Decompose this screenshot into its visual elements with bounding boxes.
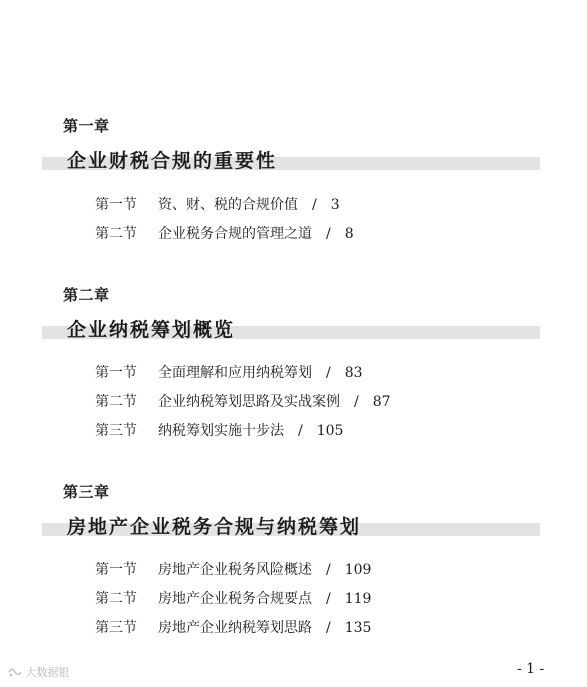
section-title: 房地产企业税务合规要点 [158,591,312,607]
page-ref: 83 [344,365,363,381]
toc-entry[interactable] [95,559,371,579]
chapter-label: 第二章 [63,286,110,304]
separator: / [326,562,331,578]
separator: / [312,197,317,213]
chapter-label: 第一章 [63,117,110,135]
section-number: 第三节 [95,423,137,439]
chapter-title: 企业纳税筹划概览 [67,319,236,341]
toc-entry[interactable] [95,194,340,214]
page-ref: 3 [330,197,340,213]
page-ref: 119 [344,591,372,607]
page-ref: 105 [316,423,344,439]
toc-entry[interactable] [95,617,371,637]
section-title: 资、财、税的合规价值 [158,197,298,213]
watermark-logo [8,664,70,680]
section-title: 房地产企业纳税筹划思路 [158,620,312,636]
section-title: 全面理解和应用纳税筹划 [158,365,312,381]
toc-entry[interactable] [95,420,343,440]
section-number: 第一节 [95,562,137,578]
toc-entry[interactable] [95,588,371,608]
chapter-label: 第三章 [63,483,110,501]
section-title: 企业税务合规的管理之道 [158,226,312,242]
separator: / [326,620,331,636]
separator: / [354,394,359,410]
page-ref: 8 [344,226,354,242]
section-number: 第三节 [95,620,137,636]
separator: / [326,365,331,381]
watermark-icon [8,666,22,678]
section-title: 企业纳税筹划思路及实战案例 [158,394,340,410]
section-number: 第一节 [95,365,137,381]
separator: / [298,423,303,439]
separator: / [326,591,331,607]
section-title: 房地产企业税务风险概述 [158,562,312,578]
chapter-title: 企业财税合规的重要性 [67,150,278,172]
section-number: 第二节 [95,394,137,410]
separator: / [326,226,331,242]
toc-entry[interactable] [95,391,391,411]
section-number: 第二节 [95,591,137,607]
page-ref: 109 [344,562,372,578]
section-number: 第二节 [95,226,137,242]
section-number: 第一节 [95,197,137,213]
toc-entry[interactable] [95,362,363,382]
page-ref: 135 [344,620,372,636]
chapter-title: 房地产企业税务合规与纳税筹划 [67,516,362,538]
toc-entry[interactable] [95,223,354,243]
watermark-text: 大数据银 [25,666,70,679]
section-title: 纳税筹划实施十步法 [158,423,284,439]
page-number: - 1 - [517,661,545,677]
page-ref: 87 [372,394,391,410]
